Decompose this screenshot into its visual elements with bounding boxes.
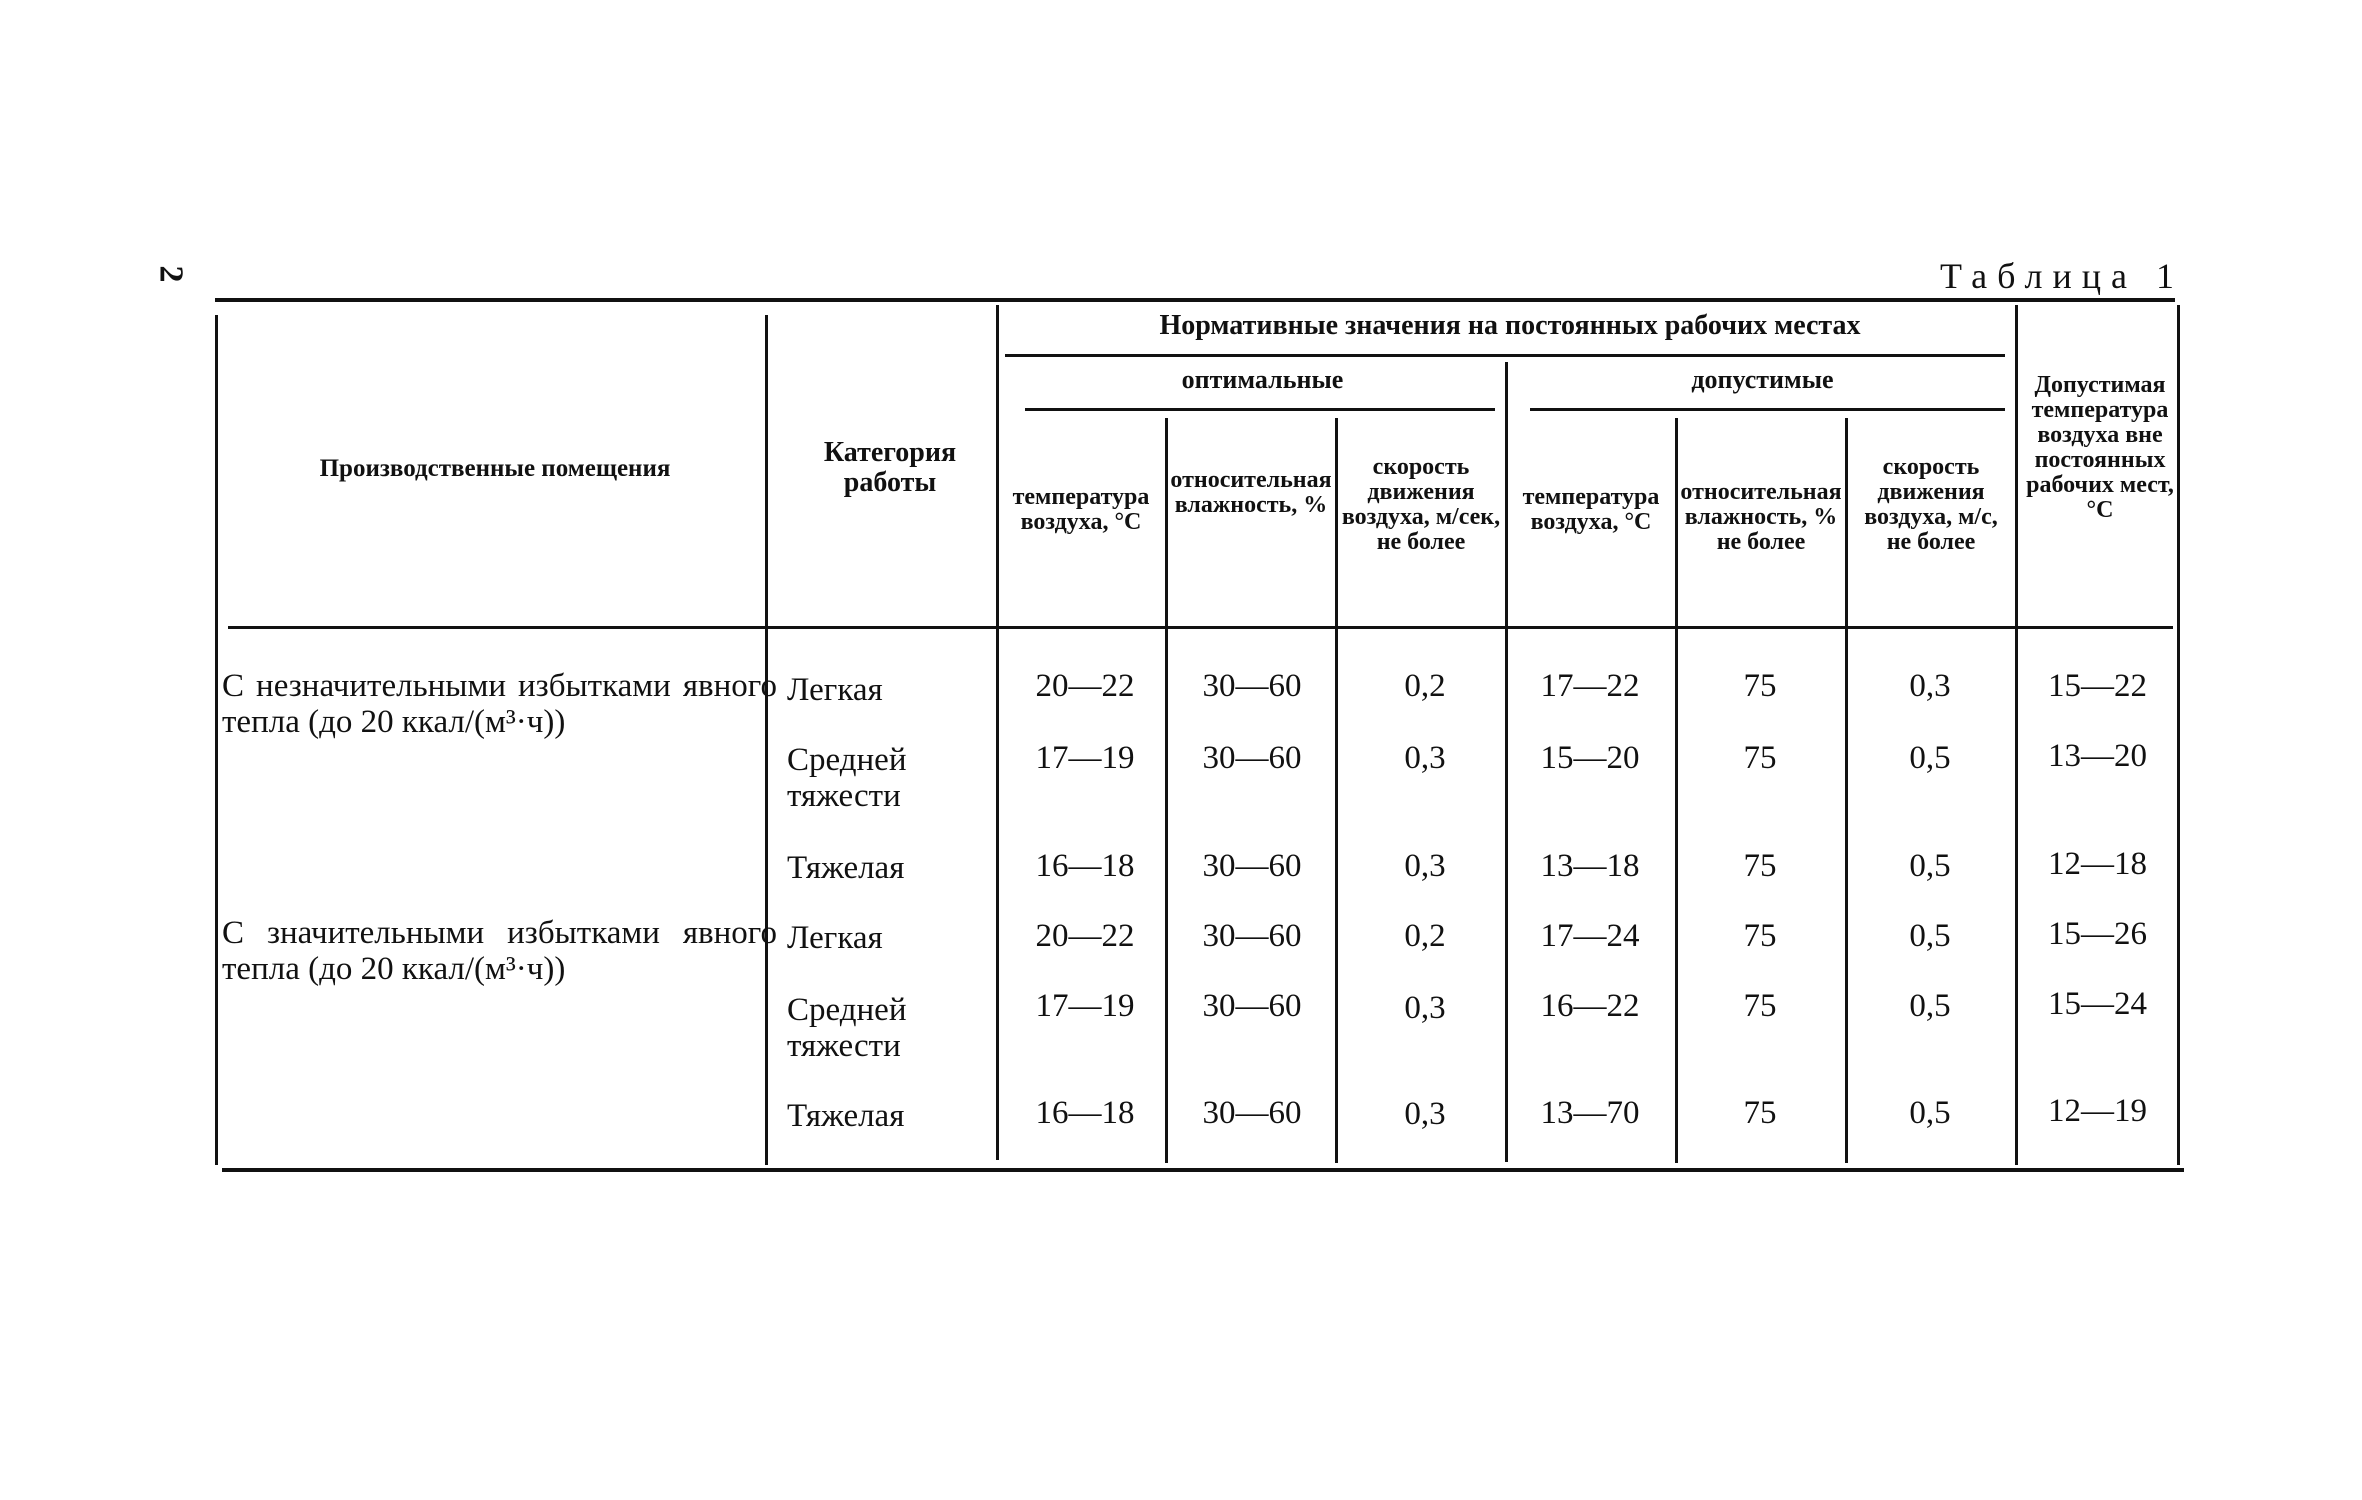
header-perm-speed: скорость движения воздуха, м/с, не более [1864,454,1998,555]
row-5-perm-temp: 16—22 [1540,988,1640,1024]
col-sep-optimal-permissible [1505,362,1508,1162]
row-6-opt-speed: 0,3 [1404,1096,1446,1132]
row-3-opt-speed: 0,3 [1404,848,1446,884]
room-group-1: С незначительными избытками явного тепла (до 20 ккал/(м³·ч)) [222,668,777,740]
row-6-opt-humidity: 30—60 [1202,1095,1302,1131]
header-optimal: оптимальные [1181,365,1344,394]
row-1-opt-temp: 20—22 [1035,668,1135,704]
col-sep-opt-humidity-speed [1335,418,1338,1163]
row-1-outside-temp: 15—22 [2048,668,2147,704]
col-sep-room-category [765,315,768,1165]
row-1-perm-humidity: 75 [1743,668,1777,704]
header-normative: Нормативные значения на постоянных рабочих местах [1159,310,1861,341]
optimal-underline [1025,408,1495,411]
row-2-opt-humidity: 30—60 [1202,740,1302,776]
normative-underline [1005,354,2005,357]
row-3-perm-humidity: 75 [1743,848,1777,884]
row-3-opt-humidity: 30—60 [1202,848,1302,884]
row-6-perm-speed: 0,5 [1909,1095,1951,1131]
row-3-perm-speed: 0,5 [1909,848,1951,884]
table-title: Таблица 1 [1940,256,2184,296]
row-4-opt-temp: 20—22 [1035,918,1135,954]
page-number: 2 [152,265,190,283]
row-3-opt-temp: 16—18 [1035,848,1135,884]
row-4-perm-humidity: 75 [1743,918,1777,954]
row-2-perm-speed: 0,5 [1909,740,1951,776]
row-5-category: Средней тяжести [787,992,907,1064]
row-1-perm-speed: 0,3 [1909,668,1951,704]
table-top-rule [215,298,2175,302]
row-5-opt-temp: 17—19 [1035,988,1135,1024]
row-1-perm-temp: 17—22 [1540,668,1640,704]
room-group-2: С значительными избытками явного тепла (до 20 ккал/(м³·ч)) [222,915,777,987]
col-sep-normative-outside [2015,305,2018,1165]
row-6-perm-temp: 13—70 [1540,1095,1640,1131]
header-opt-temp: температура воздуха, °С [1012,484,1150,535]
header-outside-temp: Допустимая температура воздуха вне постоянных рабочих мест, °С [2026,372,2174,523]
row-3-outside-temp: 12—18 [2048,846,2147,882]
header-permissible: допустимые [1691,365,1834,394]
header-category: Категория работы [823,437,957,498]
row-4-category: Легкая [787,920,883,956]
col-sep-perm-humidity-speed [1845,418,1848,1163]
row-3-perm-temp: 13—18 [1540,848,1640,884]
col-sep-perm-temp-humidity [1675,418,1678,1163]
row-6-category: Тяжелая [787,1098,905,1134]
row-2-perm-temp: 15—20 [1540,740,1640,776]
row-5-opt-humidity: 30—60 [1202,988,1302,1024]
row-1-opt-speed: 0,2 [1404,668,1446,704]
header-opt-humidity: относительная влажность, % [1170,467,1332,518]
row-2-category: Средней тяжести [787,742,907,814]
col-sep-opt-temp-humidity [1165,418,1168,1163]
col-sep-left [215,315,218,1165]
row-2-opt-speed: 0,3 [1404,740,1446,776]
row-6-opt-temp: 16—18 [1035,1095,1135,1131]
row-2-outside-temp: 13—20 [2048,738,2147,774]
header-room: Производственные помещения [319,455,671,482]
row-1-category: Легкая [787,672,883,708]
header-perm-humidity: относительная влажность, % не более [1680,479,1842,555]
header-perm-temp: температура воздуха, °С [1522,484,1660,535]
row-4-opt-speed: 0,2 [1404,918,1446,954]
row-5-opt-speed: 0,3 [1404,990,1446,1026]
row-6-perm-humidity: 75 [1743,1095,1777,1131]
row-4-perm-temp: 17—24 [1540,918,1640,954]
table-bottom-rule [222,1168,2184,1172]
header-bottom-rule [228,626,2173,629]
header-opt-speed: скорость движения воздуха, м/сек, не более [1341,454,1501,555]
row-4-outside-temp: 15—26 [2048,916,2147,952]
row-5-perm-humidity: 75 [1743,988,1777,1024]
row-2-opt-temp: 17—19 [1035,740,1135,776]
row-5-perm-speed: 0,5 [1909,988,1951,1024]
permissible-underline [1530,408,2005,411]
row-1-opt-humidity: 30—60 [1202,668,1302,704]
row-3-category: Тяжелая [787,850,905,886]
row-4-perm-speed: 0,5 [1909,918,1951,954]
col-sep-category-normative [996,305,999,1160]
row-2-perm-humidity: 75 [1743,740,1777,776]
row-5-outside-temp: 15—24 [2048,986,2147,1022]
row-6-outside-temp: 12—19 [2048,1093,2147,1129]
row-4-opt-humidity: 30—60 [1202,918,1302,954]
